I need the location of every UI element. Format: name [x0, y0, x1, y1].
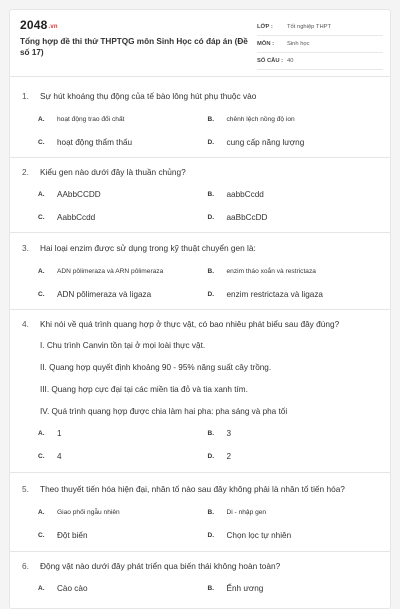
question-1	[10, 76, 390, 157]
exam-header	[10, 10, 390, 76]
option-d[interactable]	[208, 212, 378, 223]
option-text: 2	[226, 452, 232, 461]
question-number: 1.	[22, 91, 29, 101]
meta-class-value: Tốt nghiệp THPT	[287, 24, 332, 30]
statement-4: IV. Quá trình quang hợp được chia làm hai pha: pha sáng và pha tối	[40, 407, 288, 416]
statement-3: III. Quang hợp cực đại tại các miền tia đỏ và tia xanh tím.	[40, 385, 248, 394]
option-d[interactable]	[208, 289, 378, 300]
option-letter: D.	[207, 139, 214, 146]
meta-count-key: SỐ CÂU :	[257, 58, 284, 64]
option-c[interactable]	[38, 289, 208, 300]
meta-subject-key: MÔN :	[257, 41, 275, 47]
option-text: Chọn lọc tự nhiên	[226, 531, 292, 540]
exam-page	[9, 9, 391, 609]
option-c[interactable]	[38, 451, 208, 462]
meta-count-value: 40	[287, 58, 294, 64]
logo-suffix: .vn	[48, 24, 58, 30]
question-text: Hai loại enzim được sử dụng trong kỹ thuật chuyển gen là:	[40, 243, 256, 253]
option-list	[22, 428, 377, 462]
option-letter: A.	[38, 585, 45, 592]
meta-class-key: LỚP :	[257, 24, 273, 30]
question-head	[22, 167, 377, 178]
option-letter: A.	[38, 116, 45, 123]
logo-text: 2048	[20, 18, 48, 32]
question-head	[22, 561, 377, 572]
option-c[interactable]	[38, 137, 208, 148]
option-letter: B.	[207, 116, 214, 123]
option-text: 1	[57, 429, 62, 438]
option-letter: A.	[38, 430, 45, 437]
option-c[interactable]	[38, 530, 208, 541]
option-letter: B.	[207, 509, 214, 516]
option-text: aabbCcdd	[226, 190, 264, 199]
question-number: 5.	[22, 484, 29, 494]
option-list	[22, 583, 377, 594]
option-text: 4	[57, 452, 62, 461]
option-d[interactable]	[208, 137, 378, 148]
option-letter: C.	[38, 532, 45, 539]
option-list	[22, 114, 377, 148]
option-a[interactable]	[38, 428, 208, 439]
exam-meta	[257, 19, 383, 70]
option-letter: A.	[38, 191, 45, 198]
option-a[interactable]	[38, 266, 208, 277]
meta-subject-row	[257, 36, 383, 53]
question-text: Theo thuyết tiến hóa hiện đại, nhân tố nào sau đây không phải là nhân tố tiến hóa?	[40, 484, 345, 494]
option-a[interactable]	[38, 507, 208, 518]
option-text: aaBbCcDD	[226, 213, 268, 222]
option-text: ADN pôlimeraza và ligaza	[57, 290, 152, 299]
question-text: Động vật nào dưới đây phát triển qua biến thái không hoàn toàn?	[40, 561, 281, 571]
option-text: AAbbCCDD	[57, 190, 101, 199]
option-text: Đột biến	[57, 531, 88, 540]
option-b[interactable]	[208, 428, 378, 439]
option-text: Cào cào	[57, 584, 88, 593]
question-head	[22, 319, 377, 330]
meta-count-row	[257, 53, 383, 70]
question-number: 2.	[22, 167, 29, 177]
option-text: enzim restrictaza và ligaza	[226, 290, 323, 299]
question-4	[10, 309, 390, 472]
question-2	[10, 157, 390, 232]
question-number: 6.	[22, 561, 29, 571]
option-text: enzim tháo xoắn và restrictaza	[226, 268, 316, 275]
option-letter: D.	[207, 453, 214, 460]
option-b[interactable]	[208, 114, 378, 125]
question-number: 3.	[22, 243, 29, 253]
question-text: Khi nói về quá trình quang hợp ở thực vật, có bao nhiêu phát biểu sau đây đúng?	[40, 319, 340, 329]
option-a[interactable]	[38, 114, 208, 125]
exam-title: Tổng hợp đề thi thử THPTQG môn Sinh Học có đáp án (Đề số 17)	[20, 37, 248, 57]
option-letter: C.	[38, 291, 45, 298]
question-number: 4.	[22, 319, 29, 329]
option-text: hoạt động thẩm thấu	[57, 138, 133, 147]
option-b[interactable]	[208, 189, 378, 200]
option-letter: B.	[207, 585, 214, 592]
option-letter: D.	[207, 532, 214, 539]
option-text: Di - nhập gen	[226, 509, 267, 516]
option-text: 3	[226, 429, 232, 438]
option-text: cung cấp năng lượng	[226, 138, 305, 147]
option-a[interactable]	[38, 189, 208, 200]
question-3	[10, 232, 390, 309]
option-list	[22, 507, 377, 541]
question-5	[10, 472, 390, 551]
option-list	[22, 189, 377, 223]
option-letter: C.	[38, 139, 45, 146]
option-letter: B.	[207, 191, 214, 198]
option-text: Giao phối ngẫu nhiên	[57, 509, 120, 516]
statement-2: II. Quang hợp quyết định khoảng 90 - 95% năng suất cây trồng.	[40, 363, 272, 372]
option-letter: D.	[207, 214, 214, 221]
question-head	[22, 243, 377, 254]
option-letter: C.	[38, 214, 45, 221]
option-text: AabbCcdd	[57, 213, 96, 222]
option-letter: B.	[207, 430, 214, 437]
option-a[interactable]	[38, 583, 208, 594]
question-head	[22, 91, 377, 102]
question-text: Kiểu gen nào dưới đây là thuần chủng?	[40, 167, 186, 177]
question-head	[22, 484, 377, 495]
option-text: ADN pôlimeraza và ARN pôlimeraza	[57, 268, 164, 275]
option-letter: C.	[38, 453, 45, 460]
option-b[interactable]	[208, 507, 378, 518]
question-6	[10, 551, 390, 602]
option-letter: A.	[38, 268, 45, 275]
option-text: hoạt động trao đổi chất	[57, 116, 125, 123]
statement-1: I. Chu trình Canvin tồn tại ở mọi loài thực vật.	[40, 341, 206, 350]
option-b[interactable]	[208, 266, 378, 277]
meta-class-row	[257, 19, 383, 36]
option-list	[22, 266, 377, 300]
option-d[interactable]	[208, 451, 378, 462]
option-b[interactable]	[208, 583, 378, 594]
question-text: Sự hút khoáng thụ động của tế bào lông hút phụ thuộc vào	[40, 91, 257, 101]
option-text: chênh lệch nồng độ ion	[226, 116, 295, 123]
option-letter: A.	[38, 509, 45, 516]
option-letter: B.	[207, 268, 214, 275]
option-d[interactable]	[208, 530, 378, 541]
option-c[interactable]	[38, 212, 208, 223]
option-text: Ếnh ương	[226, 584, 264, 593]
option-letter: D.	[207, 291, 214, 298]
meta-subject-value: Sinh học	[287, 41, 310, 47]
